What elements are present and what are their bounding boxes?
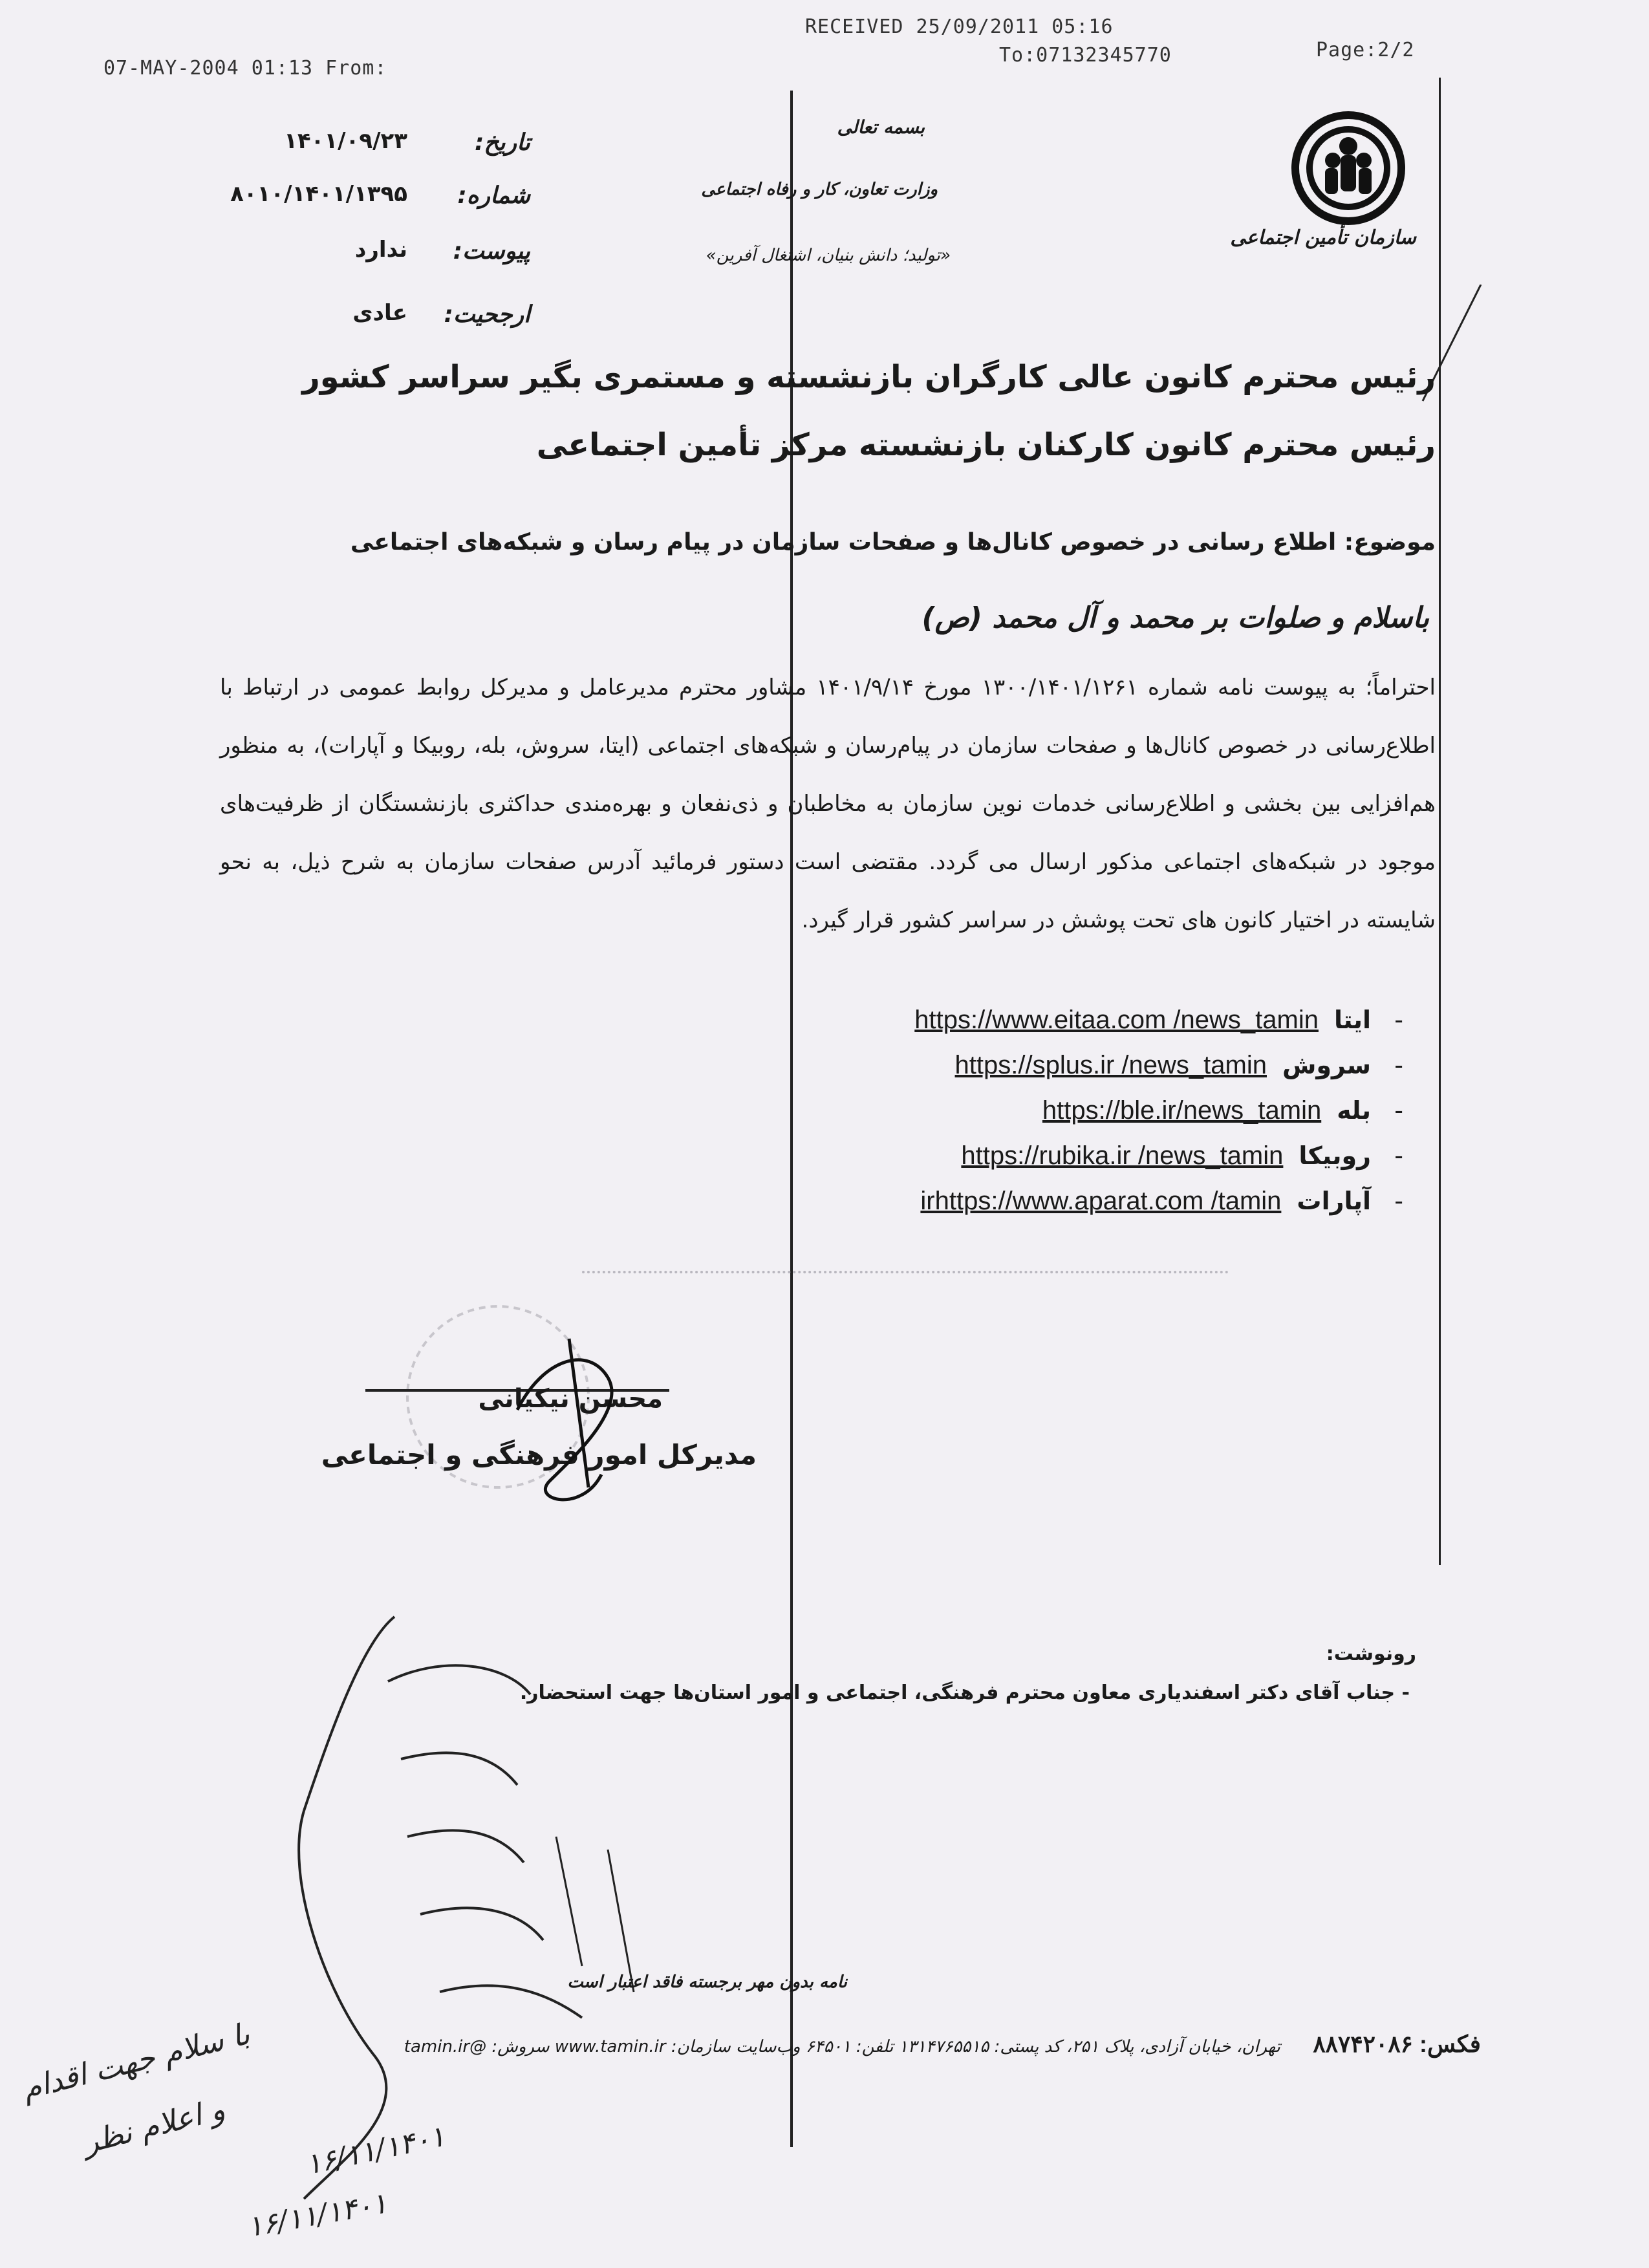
number-value: ۸۰۱۰/۱۴۰۱/۱۳۹۵ — [230, 181, 407, 207]
link-row-soroush: - سروشhttps://splus.ir /news_tamin — [954, 1051, 1403, 1079]
fax-received-stamp: RECEIVED 25/09/2011 05:16 — [805, 16, 1114, 38]
date-value: ۱۴۰۱/۰۹/۲۳ — [284, 128, 407, 154]
bismillah: بسمه تعالی — [837, 116, 925, 138]
link-url[interactable]: irhttps://www.aparat.com /tamin — [920, 1187, 1282, 1215]
link-url[interactable]: https://ble.ir/news_tamin — [1042, 1096, 1322, 1125]
greeting: باسلام و صلوات بر محمد و آل محمد (ص) — [921, 601, 1429, 634]
link-label: روبیکا — [1299, 1141, 1372, 1170]
attachment-value: ندارد — [354, 237, 407, 263]
handwritten-note-1: با سلام جهت اقدام — [18, 2016, 253, 2106]
link-row-aparat: - آپاراتirhttps://www.aparat.com /tamin — [920, 1187, 1403, 1215]
handwritten-scribble — [246, 1604, 815, 2212]
link-url[interactable]: https://rubika.ir /news_tamin — [961, 1141, 1284, 1170]
tamin-logo-icon — [1290, 110, 1406, 229]
link-label: بله — [1337, 1096, 1372, 1125]
link-label: ایتا — [1333, 1006, 1372, 1034]
fax-to-number: To:07132345770 — [999, 44, 1172, 67]
urgency-label: ارجحیت: — [444, 301, 530, 328]
subject-line: موضوع: اطلاع رسانی در خصوص کانال‌ها و صفحات سازمان در پیام رسان و شبکه‌های اجتماعی — [350, 529, 1436, 556]
link-row-bale: - بلهhttps://ble.ir/news_tamin — [1042, 1096, 1403, 1125]
letter-body: احتراماً؛ به پیوست نامه شماره ۱۳۰۰/۱۴۰۱/۱۲۶۱ مورخ ۱۴۰۱/۹/۱۴ مشاور محترم مدیرعامل و مدیرکل روابط عمومی در ارتباط با اطلاع‌رسانی در خصوص کانال‌ها و صفحات سازمان در پیام‌رسان و شبکه‌های اجتماعی (ایتا، سروش، بله، روبیکا و آپارات)، به منظور هم‌افزایی بین بخشی و اطلاع‌رسانی خدمات نوین سازمان به مخاطبان و ذی‌نفعان و بهره‌مندی حداکثری بازنشستگان از ظرفیت‌های موجود در شبکه‌های اجتماعی مذکور ارسال می گردد. مقتضی است دستور فرمائید آدرس صفحات سازمان به شرح ذیل، به نحو شایسته در اختیار کانون های تحت پوشش در سراسر کشور قرار گیرد. — [220, 675, 1436, 933]
handwritten-note-2: و اعلام نظر — [80, 2091, 229, 2161]
handwritten-date-2: ۱۶/۱۱/۱۴۰۱ — [244, 2187, 390, 2244]
fax-page-number: Page:2/2 — [1316, 39, 1415, 61]
org-name: سازمان تأمین اجتماعی — [1230, 226, 1416, 249]
footer-notice: نامه بدون مهر برجسته فاقد اعتبار است — [567, 1972, 847, 1992]
handwritten-date-1: ۱۶/۱۱/۱۴۰۱ — [303, 2119, 448, 2182]
cc-recipient: - جناب آقای دکتر اسفندیاری معاون محترم فرهنگی، اجتماعی و امور استان‌ها جهت استحضار. — [519, 1681, 1410, 1704]
link-row-eitaa: - ایتاhttps://www.eitaa.com /news_tamin — [914, 1006, 1403, 1034]
ministry-slogan: «تولید؛ دانش بنیان، اشتغال آفرین» — [706, 246, 951, 265]
handwritten-signature — [491, 1319, 660, 1513]
addressee-line-2: رئیس محترم کانون کارکنان بازنشسته مرکز تأمین اجتماعی — [536, 427, 1436, 463]
link-label: آپارات — [1297, 1187, 1372, 1215]
addressee-line-1: رئیس محترم کانون عالی کارگران بازنشسته و مستمری بگیر سراسر کشور — [302, 359, 1436, 395]
footer-fax: فکس: ۸۸۷۴۲۰۸۶ — [1313, 2031, 1481, 2057]
signatory-title: مدیرکل امور فرهنگی و اجتماعی — [321, 1439, 757, 1471]
fax-left-stamp: 07-MAY-2004 01:13 From: — [103, 57, 387, 80]
faint-dotted-line — [582, 1271, 1229, 1273]
link-row-rubika: - روبیکاhttps://rubika.ir /news_tamin — [961, 1141, 1403, 1170]
footer-address: تهران، خیابان آزادی، پلاک ۲۵۱، کد پستی: ۱۳۱۴۷۶۵۵۱۵ تلفن: ۶۴۵۰۱ وب‌سایت سازمان: www.tamin.ir سروش: @tamin.ir — [404, 2037, 1280, 2057]
signatory-name: محسن نیکیانی — [478, 1384, 663, 1414]
number-label: شماره: — [457, 182, 530, 209]
attachment-label: پیوست: — [453, 238, 530, 265]
urgency-value: عادی — [352, 300, 407, 326]
link-url[interactable]: https://www.eitaa.com /news_tamin — [914, 1006, 1319, 1034]
cc-title: رونوشت: — [1326, 1643, 1416, 1665]
link-label: سروش — [1282, 1051, 1372, 1079]
ministry-name: وزارت تعاون، کار و رفاه اجتماعی — [701, 180, 938, 199]
link-url[interactable]: https://splus.ir /news_tamin — [954, 1051, 1267, 1079]
date-label: تاریخ: — [474, 129, 530, 156]
